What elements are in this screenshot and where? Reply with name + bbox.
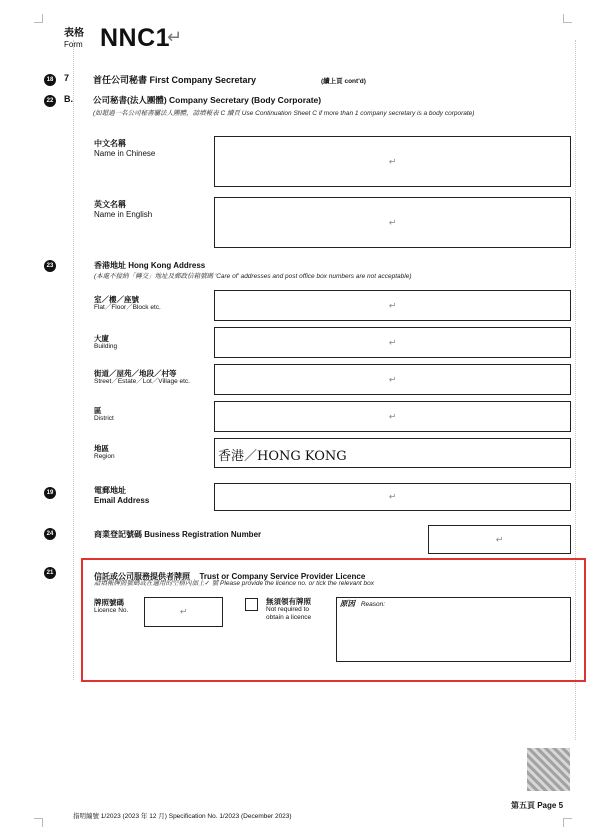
region-field[interactable] <box>214 438 571 468</box>
badge-18: 18 <box>44 74 56 86</box>
section-7-number: 7 <box>64 73 70 83</box>
licence-no-label-zh: 牌照號碼 <box>94 598 124 607</box>
brn-label: 商業登記號碼 Business Registration Number <box>94 530 262 539</box>
brn-field[interactable] <box>428 525 571 554</box>
address-row-street-label <box>94 370 190 386</box>
chinese-name-label-zh: 中文名稱 <box>94 139 126 148</box>
column-guide-left <box>73 40 74 680</box>
licence-title-en: Trust or Company Service Provider Licence <box>199 572 366 581</box>
flat-label-en: Flat／Floor／Block etc. <box>94 304 161 311</box>
flat-label-zh: 室／樓／座號 <box>94 295 139 304</box>
licence-instruction: 請填報牌照號碼或在適用的空格內加上✓ 號 Please provide the licence no. or tick the relevant box <box>94 580 374 587</box>
not-required-label-zh: 無須領有牌照 <box>266 597 311 606</box>
barcode-image <box>527 748 570 791</box>
reason-label-en: Reason: <box>360 601 386 608</box>
building-label-zh: 大廈 <box>94 334 109 343</box>
licence-no-field[interactable] <box>144 597 223 627</box>
not-required-label-en-2: obtain a licence <box>266 614 312 621</box>
reason-field[interactable] <box>336 597 571 662</box>
building-field[interactable] <box>214 327 571 358</box>
section-b-letter: B. <box>64 94 73 104</box>
flat-return-mark: ↵ <box>388 300 397 310</box>
email-label <box>94 485 149 505</box>
address-row-building-label <box>94 335 117 351</box>
english-name-field[interactable] <box>214 197 571 248</box>
not-required-checkbox[interactable] <box>245 598 258 611</box>
reason-label <box>340 600 385 609</box>
region-label-zh: 地區 <box>94 444 109 453</box>
licence-title-zh: 信託或公司服務提供者牌照 <box>94 572 190 581</box>
corner-mark-bottom-left <box>34 818 43 827</box>
badge-19: 19 <box>44 487 56 499</box>
address-note: (本處不接納「轉交」地址及郵政信箱號碼 'Care of' addresses and post office box numbers are not acceptable) <box>94 273 412 280</box>
badge-24: 24 <box>44 528 56 540</box>
section-7-title: 首任公司秘書 First Company Secretary <box>93 75 257 85</box>
licence-no-return-mark: ↵ <box>179 606 188 617</box>
corner-mark-bottom-right <box>563 818 572 827</box>
form-label-en: Form <box>64 40 83 49</box>
chinese-name-label-en: Name in Chinese <box>94 149 156 158</box>
section-b-note: (如超過一名公司秘書屬法人團體，請填報表 C 續頁 Use Continuation Sheet C if more than 1 company secretary is a body corporate) <box>93 110 475 117</box>
street-field[interactable] <box>214 364 571 395</box>
licence-no-label-en: Licence No. <box>94 607 129 614</box>
email-field[interactable] <box>214 483 571 511</box>
region-label-en: Region <box>94 453 115 460</box>
form-label <box>64 24 84 49</box>
email-label-zh: 電郵地址 <box>94 486 126 495</box>
email-return-mark: ↵ <box>388 491 397 502</box>
corner-mark-top-right <box>563 14 572 23</box>
street-label-zh: 街道／屋苑／地段／村等 <box>94 369 177 378</box>
english-name-label-en: Name in English <box>94 210 153 219</box>
district-label-en: District <box>94 415 114 422</box>
licence-no-label <box>94 599 128 615</box>
region-value: 香港／HONG KONG <box>218 449 347 464</box>
badge-22: 22 <box>44 95 56 107</box>
not-required-label-en-1: Not required to <box>266 606 309 613</box>
address-row-region-label <box>94 445 115 461</box>
address-row-flat-label <box>94 296 161 312</box>
footer-page: 第五頁 Page 5 <box>511 801 564 810</box>
chinese-name-return-mark: ↵ <box>388 156 397 166</box>
form-label-zh: 表格 <box>64 28 84 39</box>
section-b-title: 公司秘書(法人團體) Company Secretary (Body Corporate) <box>93 95 322 105</box>
district-return-mark: ↵ <box>388 411 397 421</box>
chinese-name-label <box>94 138 155 158</box>
badge-21: 21 <box>44 567 56 579</box>
section-7-contd: (續上頁 cont'd) <box>321 78 366 85</box>
street-return-mark: ↵ <box>388 374 397 384</box>
english-name-label <box>94 199 152 219</box>
reason-label-zh: 原因 <box>340 599 355 608</box>
flat-field[interactable] <box>214 290 571 321</box>
english-name-label-zh: 英文名稱 <box>94 200 126 209</box>
english-name-return-mark: ↵ <box>388 217 397 227</box>
address-title: 香港地址 Hong Kong Address <box>94 261 206 270</box>
badge-23: 23 <box>44 260 56 272</box>
building-return-mark: ↵ <box>388 337 397 347</box>
district-label-zh: 區 <box>94 406 102 415</box>
not-required-label <box>266 598 311 622</box>
building-label-en: Building <box>94 343 118 350</box>
street-label-en: Street／Estate／Lot／Village etc. <box>94 378 190 385</box>
chinese-name-field[interactable] <box>214 136 571 187</box>
address-row-district-label <box>94 407 114 423</box>
district-field[interactable] <box>214 401 571 432</box>
email-label-en: Email Address <box>94 496 150 505</box>
brn-return-mark: ↵ <box>495 534 504 544</box>
form-code: NNC1 <box>100 24 171 52</box>
footer-spec: 指明編號 1/2023 (2023 年 12 月) Specification No. 1/2023 (December 2023) <box>73 813 292 820</box>
corner-mark-top-left <box>34 14 43 23</box>
form-code-return-mark: ↵ <box>167 27 183 47</box>
